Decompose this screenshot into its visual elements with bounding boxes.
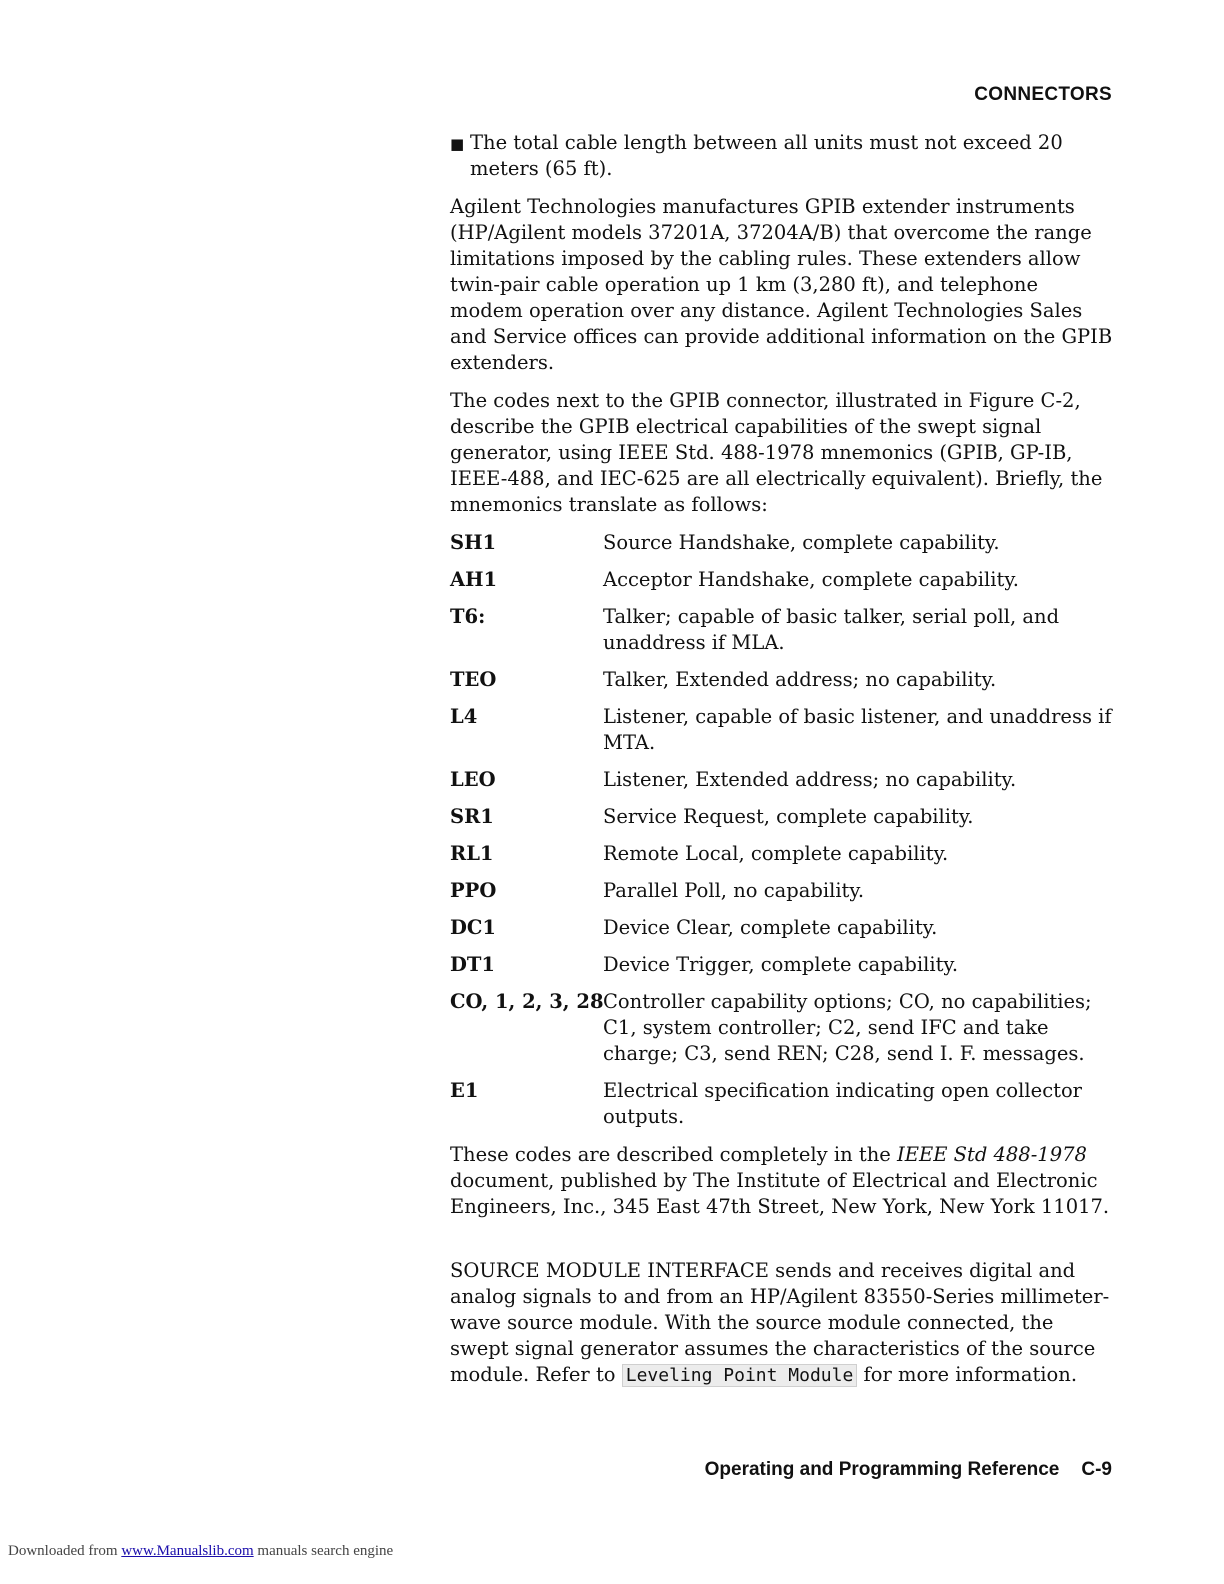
watermark-prefix: Downloaded from [8, 1543, 122, 1559]
source-suffix-text: for more information. [857, 1363, 1078, 1386]
ieee-document-title: IEEE Std 488-1978 [897, 1143, 1087, 1166]
mnemonic-code: CO, 1, 2, 3, 28 [450, 990, 604, 1013]
mnemonic-description: Parallel Poll, no capability. [603, 879, 865, 902]
ieee-reference-paragraph [450, 1142, 1115, 1220]
extenders-paragraph: Agilent Technologies manufactures GPIB extender instruments (HP/Agilent models 37201A, 37204A/B) that overcome the range limitations imposed by the cabling rules. These extenders allow twin-pair cable operation up 1 km (3,280 ft), and telephone modem operation over any distance. Agilent Technologies Sales and Service offices can provide additional information on the GPIB extenders. [450, 195, 1113, 374]
mnemonic-row [450, 567, 1115, 593]
mnemonic-description: Listener, Extended address; no capability. [603, 768, 1017, 791]
page-content [450, 130, 1115, 1401]
mnemonic-description: Device Clear, complete capability. [603, 916, 938, 939]
mnemonic-description: Remote Local, complete capability. [603, 842, 949, 865]
mnemonic-description: Device Trigger, complete capability. [603, 953, 959, 976]
mnemonic-code: SH1 [450, 531, 497, 554]
mnemonic-code: DT1 [450, 953, 495, 976]
mnemonic-description: Acceptor Handshake, complete capability. [603, 568, 1019, 591]
mnemonic-row [450, 530, 1115, 556]
mnemonic-description: Talker; capable of basic talker, serial poll, and unaddress if MLA. [603, 605, 1060, 654]
mnemonic-row [450, 767, 1115, 793]
section-spacer [450, 1232, 1115, 1258]
mnemonic-code: PPO [450, 879, 497, 902]
mnemonic-code: RL1 [450, 842, 494, 865]
source-module-paragraph [450, 1258, 1115, 1389]
mnemonic-row [450, 989, 1115, 1067]
manualslib-link[interactable]: www.Manualslib.com [121, 1543, 254, 1559]
codes-intro-paragraph: The codes next to the GPIB connector, illustrated in Figure C-2, describe the GPIB electrical capabilities of the swept signal generator, using IEEE Std. 488-1978 mnemonics (GPIB, GP-IB, IEEE-488, and IEC-625 are all electrically equivalent). Briefly, the mnemonics translate as follows: [450, 389, 1103, 516]
mnemonic-code: SR1 [450, 805, 494, 828]
download-watermark [8, 1543, 393, 1560]
mnemonic-description: Service Request, complete capability. [603, 805, 974, 828]
mnemonic-row [450, 915, 1115, 941]
mnemonic-row [450, 667, 1115, 693]
mnemonic-description: Controller capability options; CO, no capabilities; C1, system controller; C2, send IFC and take charge; C3, send REN; C28, send I. F. messages. [603, 990, 1092, 1065]
mnemonic-code: AH1 [450, 568, 498, 591]
source-prefix-text: SOURCE MODULE INTERFACE sends and receives digital and analog signals to and from an HP/Agilent 83550-Series millimeter-wave source module. With the source module connected, the swept signal generator assumes the characteristics of the source module. Refer to [450, 1259, 1110, 1386]
page-footer [705, 1459, 1112, 1481]
mnemonic-code: LEO [450, 768, 496, 791]
bullet-square-icon: ■ [450, 135, 465, 153]
ieee-prefix-text: These codes are described completely in the [450, 1143, 898, 1166]
mnemonic-code: TEO [450, 668, 497, 691]
mnemonic-row [450, 704, 1115, 756]
watermark-suffix: manuals search engine [253, 1543, 394, 1559]
mnemonic-description: Talker, Extended address; no capability. [603, 668, 997, 691]
bullet-text: The total cable length between all units must not exceed 20 meters (65 ft). [470, 131, 1063, 180]
mnemonic-row [450, 878, 1115, 904]
mnemonic-code: L4 [450, 705, 478, 728]
leveling-point-module-key: Leveling Point Module [622, 1364, 858, 1387]
mnemonic-description: Source Handshake, complete capability. [603, 531, 1000, 554]
ieee-suffix-text: document, published by The Institute of Electrical and Electronic Engineers, Inc., 345 East 47th Street, New York, New York 11017. [450, 1169, 1110, 1218]
mnemonic-list [450, 530, 1115, 1130]
mnemonic-row [450, 841, 1115, 867]
mnemonic-row [450, 952, 1115, 978]
mnemonic-code: DC1 [450, 916, 496, 939]
mnemonic-row [450, 1078, 1115, 1130]
section-header: CONNECTORS [974, 84, 1112, 105]
mnemonic-code: E1 [450, 1079, 479, 1102]
mnemonic-row [450, 804, 1115, 830]
cable-length-bullet [450, 130, 1115, 182]
footer-title: Operating and Programming Reference [704, 1459, 1060, 1480]
mnemonic-description: Electrical specification indicating open collector outputs. [603, 1079, 1083, 1128]
page-number: C-9 [1081, 1459, 1112, 1480]
mnemonic-description: Listener, capable of basic listener, and unaddress if MTA. [603, 705, 1112, 754]
mnemonic-code: T6: [450, 605, 486, 628]
mnemonic-row [450, 604, 1115, 656]
